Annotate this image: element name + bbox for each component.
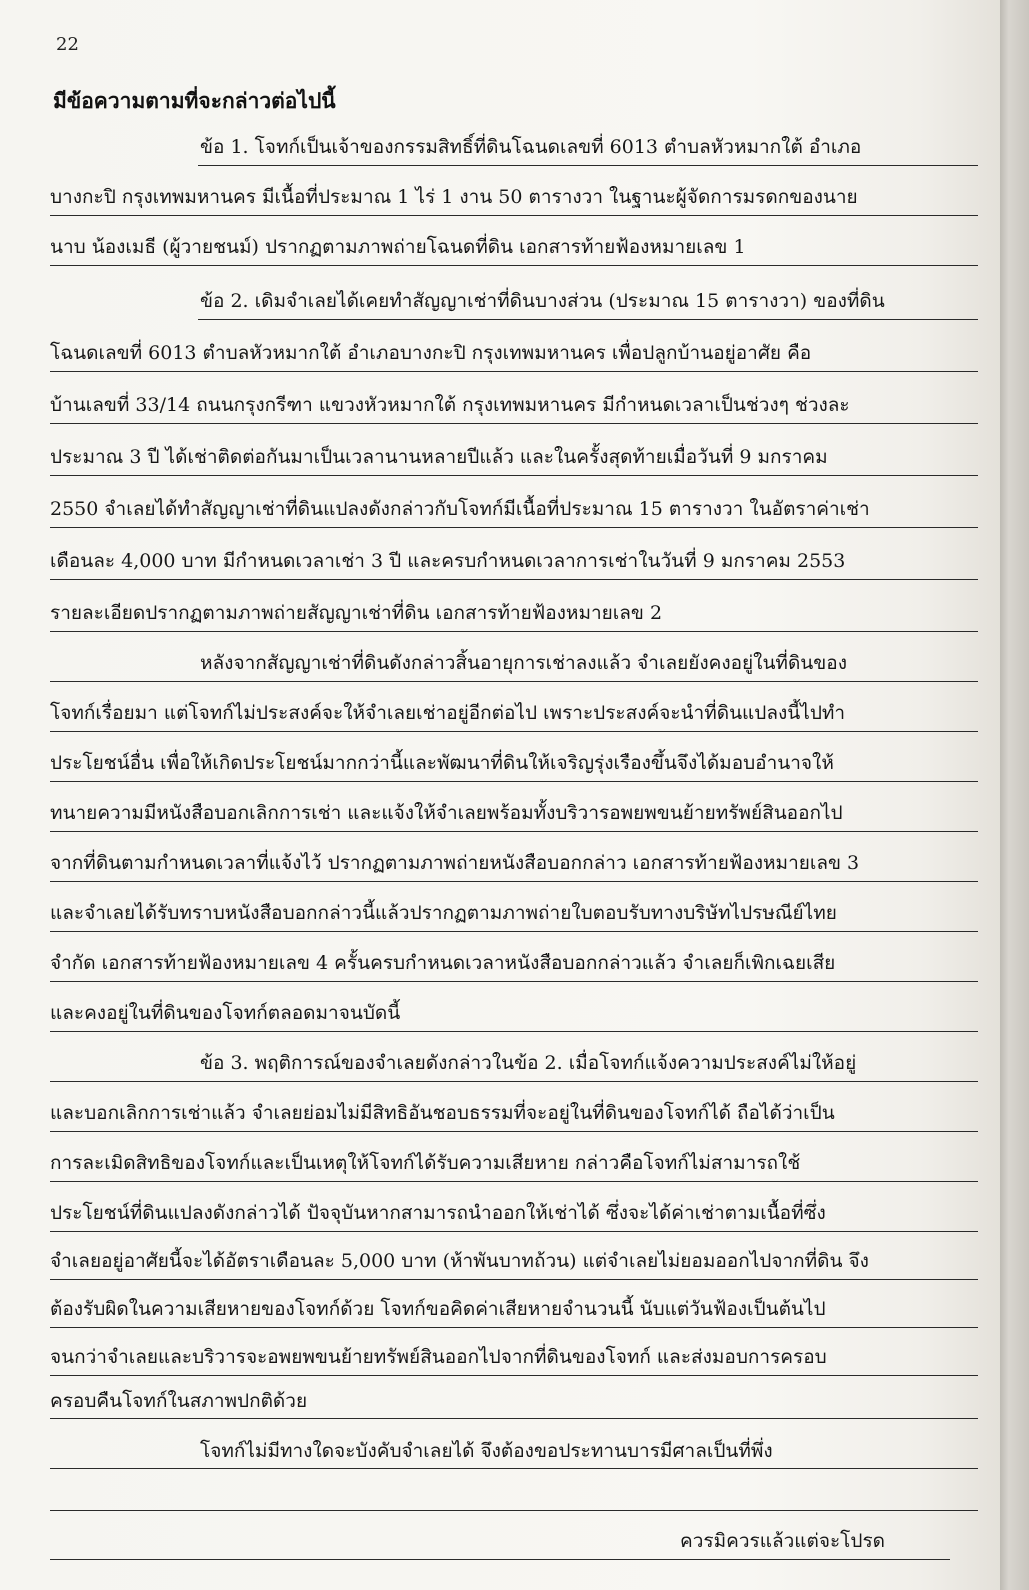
text-line: จากที่ดินตามกำหนดเวลาที่แจ้งไว้ ปรากฏตามภาพถ่ายหนังสือบอกกล่าว เอกสารท้ายฟ้องหมายเลข 3 (50, 852, 860, 874)
text-line: เดือนละ 4,000 บาท มีกำหนดเวลาเช่า 3 ปี และครบกำหนดเวลาการเช่าในวันที่ 9 มกราคม 2553 (50, 550, 846, 572)
text-line: ประโยชน์ที่ดินแปลงดังกล่าวได้ ปัจจุบันหากสามารถนำออกให้เช่าได้ ซึ่งจะได้ค่าเช่าตามเนื้อที่ซึ่ง (50, 1202, 826, 1224)
text-line: หลังจากสัญญาเช่าที่ดินดังกล่าวสิ้นอายุการเช่าลงแล้ว จำเลยยังคงอยู่ในที่ดินของ (200, 652, 847, 674)
text-line: ข้อ 3. พฤติการณ์ของจำเลยดังกล่าวในข้อ 2. เมื่อโจทก์แจ้งความประสงค์ไม่ให้อยู่ (200, 1052, 857, 1074)
text-line: โฉนดเลขที่ 6013 ตำบลหัวหมากใต้ อำเภอบางกะปิ กรุงเทพมหานคร เพื่อปลูกบ้านอยู่อาศัย คือ (50, 342, 812, 364)
book-page-edge (1000, 0, 1029, 1590)
page-number: 22 (56, 34, 79, 55)
text-line: บ้านเลขที่ 33/14 ถนนกรุงกรีฑา แขวงหัวหมากใต้ กรุงเทพมหานคร มีกำหนดเวลาเป็นช่วงๆ ช่วงละ (50, 394, 850, 416)
text-line: รายละเอียดปรากฏตามภาพถ่ายสัญญาเช่าที่ดิน เอกสารท้ายฟ้องหมายเลข 2 (50, 602, 663, 624)
text-line: จนกว่าจำเลยและบริวารจะอพยพขนย้ายทรัพย์สินออกไปจากที่ดินของโจทก์ และส่งมอบการครอบ (50, 1346, 827, 1368)
text-line: ครอบคืนโจทก์ในสภาพปกติด้วย (50, 1390, 308, 1412)
text-line: โจทก์เรื่อยมา แต่โจทก์ไม่ประสงค์จะให้จำเลยเช่าอยู่อีกต่อไป เพราะประสงค์จะนำที่ดินแปลงนี้ไปทำ (50, 702, 846, 724)
text-line: 2550 จำเลยได้ทำสัญญาเช่าที่ดินแปลงดังกล่าวกับโจทก์มีเนื้อที่ประมาณ 15 ตารางวา ในอัตราค่าเช่า (50, 498, 870, 520)
text-line: จำเลยอยู่อาศัยนี้จะได้อัตราเดือนละ 5,000 บาท (ห้าพันบาทถ้วน) แต่จำเลยไม่ยอมออกไปจากที่ดิน จึง (50, 1250, 869, 1272)
text-line: การละเมิดสิทธิของโจทก์และเป็นเหตุให้โจทก์ได้รับความเสียหาย กล่าวคือโจทก์ไม่สามารถใช้ (50, 1152, 801, 1174)
text-line: ข้อ 1. โจทก์เป็นเจ้าของกรรมสิทธิ์ที่ดินโฉนดเลขที่ 6013 ตำบลหัวหมากใต้ อำเภอ (200, 136, 862, 158)
text-line: ประมาณ 3 ปี ได้เช่าติดต่อกันมาเป็นเวลานานหลายปีแล้ว และในครั้งสุดท้ายเมื่อวันที่ 9 มกราคม (50, 446, 828, 468)
text-line: ทนายความมีหนังสือบอกเลิกการเช่า และแจ้งให้จำเลยพร้อมทั้งบริวารอพยพขนย้ายทรัพย์สินออกไป (50, 802, 843, 824)
text-line: ข้อ 2. เดิมจำเลยได้เคยทำสัญญาเช่าที่ดินบางส่วน (ประมาณ 15 ตารางวา) ของที่ดิน (200, 290, 885, 312)
blank-line (50, 1510, 978, 1511)
text-line: บางกะปิ กรุงเทพมหานคร มีเนื้อที่ประมาณ 1 ไร่ 1 งาน 50 ตารางวา ในฐานะผู้จัดการมรดกของนาย (50, 186, 858, 208)
text-line: ต้องรับผิดในความเสียหายของโจทก์ด้วย โจทก์ขอคิดค่าเสียหายจำนวนนี้ นับแต่วันฟ้องเป็นต้นไป (50, 1298, 826, 1320)
closing-line: ควรมิควรแล้วแต่จะโปรด (680, 1530, 885, 1552)
text-line: นาบ น้องเมธี (ผู้วายชนม์) ปรากฏตามภาพถ่ายโฉนดที่ดิน เอกสารท้ายฟ้องหมายเลข 1 (50, 236, 746, 258)
text-line: จำกัด เอกสารท้ายฟ้องหมายเลข 4 ครั้นครบกำหนดเวลาหนังสือบอกกล่าวแล้ว จำเลยก็เพิกเฉยเสีย (50, 952, 836, 974)
text-line: และบอกเลิกการเช่าแล้ว จำเลยย่อมไม่มีสิทธิอันชอบธรรมที่จะอยู่ในที่ดินของโจทก์ได้ ถือได้ว่าเป็น (50, 1102, 835, 1124)
text-line: และคงอยู่ในที่ดินของโจทก์ตลอดมาจนบัดนี้ (50, 1002, 401, 1024)
text-line: โจทก์ไม่มีทางใดจะบังคับจำเลยได้ จึงต้องขอประทานบารมีศาลเป็นที่พึ่ง (200, 1440, 773, 1462)
text-line: ประโยชน์อื่น เพื่อให้เกิดประโยชน์มากกว่านี้และพัฒนาที่ดินให้เจริญรุ่งเรืองขึ้นจึงได้มอบอำนาจให้ (50, 752, 834, 774)
text-line: และจำเลยได้รับทราบหนังสือบอกกล่าวนี้แล้วปรากฏตามภาพถ่ายใบตอบรับทางบริษัทไปรษณีย์ไทย (50, 902, 837, 924)
section-heading: มีข้อความตามที่จะกล่าวต่อไปนี้ (53, 88, 336, 113)
